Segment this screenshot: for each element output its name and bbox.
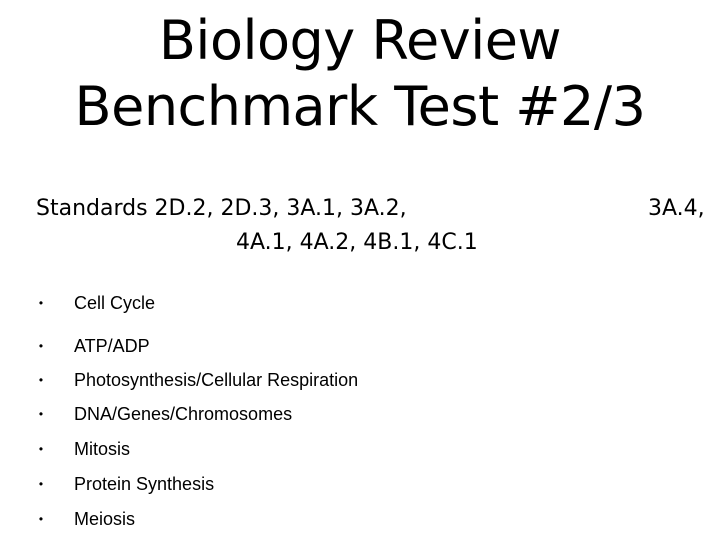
- title-line-2: Benchmark Test #2/3: [74, 75, 646, 138]
- standards-line-1: Standards 2D.2, 2D.3, 3A.1, 3A.2,: [36, 196, 407, 221]
- topic-label: DNA/Genes/Chromosomes: [74, 404, 293, 424]
- topic-label: Mitosis: [74, 439, 131, 459]
- standards-text: [36, 192, 720, 264]
- slide-title: [0, 8, 720, 140]
- standards-overflow-text: 3A.4,: [648, 196, 705, 221]
- standards-line-2: 4A.1, 4A.2, 4B.1, 4C.1: [236, 230, 478, 255]
- bullet-icon: •: [38, 339, 44, 353]
- bullet-icon: •: [38, 407, 44, 421]
- bullet-icon: •: [38, 296, 44, 310]
- topic-label: Meiosis: [74, 509, 136, 529]
- bullet-icon: •: [38, 442, 44, 456]
- bullet-icon: •: [38, 373, 44, 387]
- topic-label: Protein Synthesis: [74, 474, 215, 494]
- bullet-icon: •: [38, 512, 44, 526]
- topic-label: Cell Cycle: [74, 293, 156, 313]
- title-line-1: Biology Review: [158, 9, 562, 72]
- topic-label: ATP/ADP: [74, 336, 150, 356]
- bullet-icon: •: [38, 477, 44, 491]
- topic-label: Photosynthesis/Cellular Respiration: [74, 370, 359, 390]
